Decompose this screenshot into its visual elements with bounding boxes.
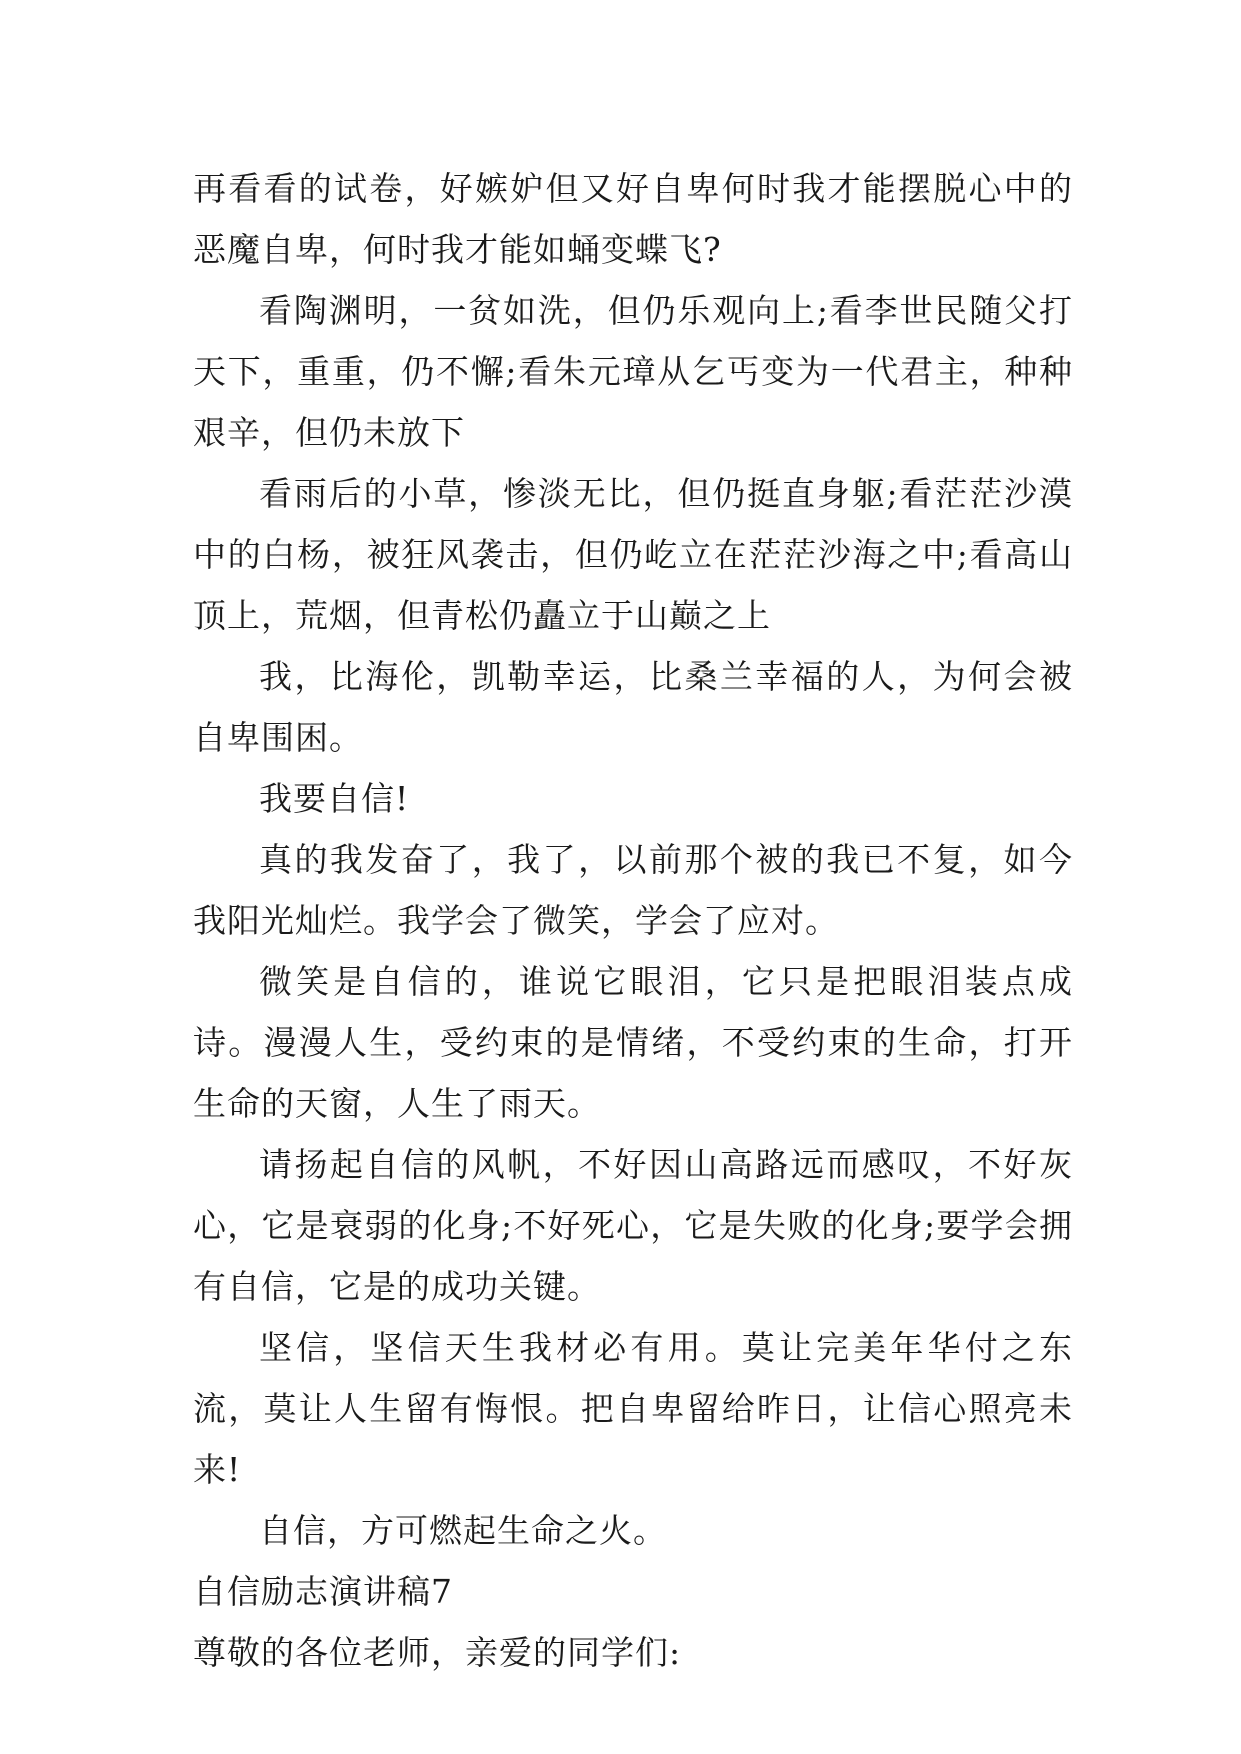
paragraph: 我，比海伦，凯勒幸运，比桑兰幸福的人，为何会被自卑围困。: [193, 657, 1073, 757]
paragraph: 微笑是自信的，谁说它眼泪，它只是把眼泪装点成诗。漫漫人生，受约束的是情绪，不受约束的生命，打开生命的天窗，人生了雨天。: [193, 962, 1073, 1123]
document-body: [193, 158, 1073, 1683]
paragraph: 真的我发奋了，我了，以前那个被的我已不复，如今我阳光灿烂。我学会了微笑，学会了应对。: [193, 840, 1073, 940]
paragraph: 坚信，坚信天生我材必有用。莫让完美年华付之东流，莫让人生留有悔恨。把自卑留给昨日，让信心照亮未来!: [193, 1328, 1073, 1489]
section-title: 自信励志演讲稿7: [193, 1572, 453, 1611]
paragraph-continued: 再看看的试卷，好嫉妒但又好自卑何时我才能摆脱心中的恶魔自卑，何时我才能如蛹变蝶飞?: [193, 169, 1073, 269]
paragraph: 请扬起自信的风帆，不好因山高路远而感叹，不好灰心，它是衰弱的化身;不好死心，它是失败的化身;要学会拥有自信，它是的成功关键。: [193, 1145, 1073, 1306]
salutation: 尊敬的各位老师，亲爱的同学们:: [193, 1633, 682, 1672]
paragraph: 看陶渊明，一贫如洗，但仍乐观向上;看李世民随父打天下，重重，仍不懈;看朱元璋从乞丐变为一代君主，种种艰辛，但仍未放下: [193, 291, 1073, 452]
paragraph: 看雨后的小草，惨淡无比，但仍挺直身躯;看茫茫沙漠中的白杨，被狂风袭击，但仍屹立在茫茫沙海之中;看高山顶上，荒烟，但青松仍矗立于山巅之上: [193, 474, 1073, 635]
paragraph: 我要自信!: [259, 779, 410, 818]
paragraph: 自信，方可燃起生命之火。: [259, 1511, 667, 1550]
